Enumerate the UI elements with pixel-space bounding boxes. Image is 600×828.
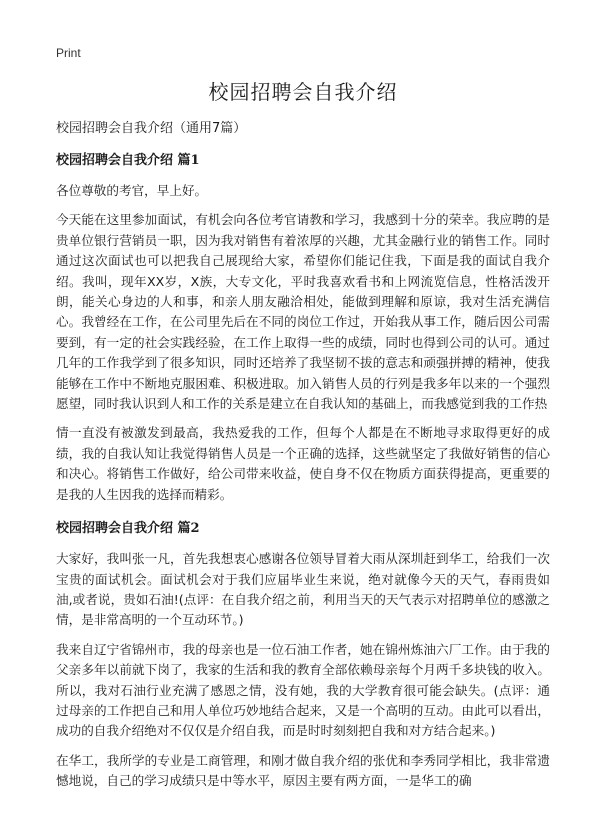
paragraph: 在华工，我所学的专业是工商管理，和刚才做自我介绍的张优和李秀同学相比，我非常遗憾地说，自己的学习成绩只是中等水平，原因主要有两方面，一是华工的确	[56, 752, 550, 789]
section-heading: 校园招聘会自我介绍 篇1	[56, 153, 200, 168]
paragraph: 今天能在这里参加面试，有机会向各位考官请教和学习，我感到十分的荣幸。我应聘的是贵单位银行营销员一职，因为我对销售有着浓厚的兴趣，尤其金融行业的销售工作。同时通过这次面试也可以把我自己展现给大家，希望你们能记住我，下面是我的面试自我介绍。我叫，现年XX岁，X族，大专文化，平时我喜欢看书和上网流览信息，性格活泼开朗，能关心身边的人和事，和亲人朋友融洽相处，能做到理解和原谅，我对生活充满信心。我曾经在工作，在公司里先后在不同的岗位工作过，开始我从事工作，随后因公司需要到，有一定的社会实践经验，在工作上取得一些的成绩，同时也得到公司的认可。通过几年的工作我学到了很多知识，同时还培养了我坚韧不拔的意志和顽强拼搏的精神，使我能够在工作中不断地克服困难、积极进取。加入销售人员的行列是我多年以来的一个强烈愿望，同时我认识到人和工作的关系是建立在自我认知的基础上，而我感觉到我的工作热	[56, 212, 550, 412]
document-body	[56, 78, 550, 801]
section-heading: 校园招聘会自我介绍 篇2	[56, 521, 200, 537]
section-1	[56, 151, 550, 505]
document-subtitle: 校园招聘会自我介绍（通用7篇）	[56, 121, 247, 136]
section-2	[56, 519, 550, 791]
paragraph: 大家好，我叫张一凡，首先我想衷心感谢各位领导冒着大雨从深圳赶到华工，给我们一次宝贵的面试机会。面试机会对于我们应届毕业生来说，绝对就像今天的天气，春雨贵如油,或者说，贵如石油!(点评：在自我介绍之前，利用当天的天气表示对招聘单位的感激之情，是非常高明的一个互动环节。)	[56, 551, 550, 628]
document-title: 校园招聘会自我介绍	[208, 80, 398, 104]
paragraph: 我来自辽宁省锦州市，我的母亲也是一位石油工作者，她在锦州炼油六厂工作。由于我的父亲多年以前就下岗了，我家的生活和我的教育全部依赖母亲每个月两千多块钱的收入。所以，我对石油行业充满了感恩之情，没有她，我的大学教育很可能会缺失。(点评：通过母亲的工作把自己和用人单位巧妙地结合起来，又是一个高明的互动。由此可以看出，成功的自我介绍绝对不仅仅是介绍自我，而是时时刻刻把自我和对方结合起来。)	[56, 641, 550, 739]
paragraph: 各位尊敬的考官，早上好。	[56, 183, 208, 198]
paragraph: 情一直没有被激发到最高，我热爱我的工作，但每个人都是在不断地寻求取得更好的成绩，我的自我认知让我觉得销售人员是一个正确的选择，这些就坚定了我做好销售的信心和决心。将销售工作做好，给公司带来收益，使自身不仅在物质方面获得提高，更重要的是我的人生因我的选择而精彩。	[56, 425, 550, 502]
print-link[interactable]: Print	[56, 46, 81, 60]
